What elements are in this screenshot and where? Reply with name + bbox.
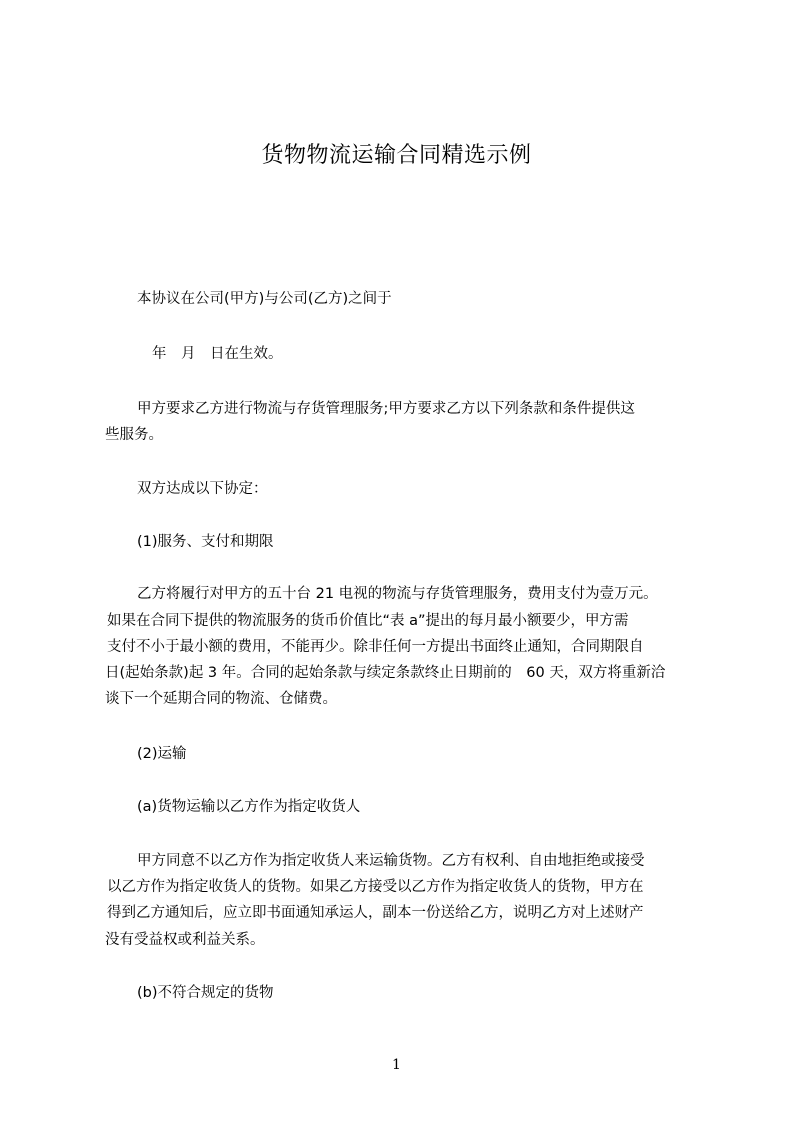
paragraph-line: 些服务。 [105,427,163,443]
paragraph-line: 以乙方作为指定收货人的货物。如果乙方接受以乙方作为指定收货人的货物，甲方在 [107,879,644,895]
subsection-heading: (a)货物运输以乙方作为指定收货人 [137,799,361,815]
paragraph-line: 如果在合同下提供的物流服务的货币价值比“表 a”提出的每月最小额要少，甲方需 [107,613,629,629]
paragraph-line: 日(起始条款)起 3 年。合同的起始条款与续定条款终止日期前的 60 天，双方将重新洽 [105,665,666,681]
paragraph-line: 甲方要求乙方进行物流与存货管理服务;甲方要求乙方以下列条款和条件提供这 [137,401,635,417]
paragraph-line: 年 月 日在生效。 [152,346,283,362]
paragraph-line: 支付不小于最小额的费用，不能再少。除非任何一方提出书面终止通知，合同期限自 [107,639,644,655]
paragraph-line: 甲方同意不以乙方作为指定收货人来运输货物。乙方有权利、自由地拒绝或接受 [137,853,645,869]
section-heading: (1)服务、支付和期限 [137,534,274,550]
paragraph-line: 谈下一个延期合同的物流、仓储费。 [105,691,337,707]
paragraph-line: 没有受益权或利益关系。 [105,932,265,948]
page-number: 1 [392,1057,401,1073]
paragraph-line: 双方达成以下协定： [137,481,268,497]
section-heading: (2)运输 [137,746,187,762]
paragraph-line: 得到乙方通知后，应立即书面通知承运人，副本一份送给乙方，说明乙方对上述财产 [107,905,644,921]
paragraph-line: 本协议在公司(甲方)与公司(乙方)之间于 [137,291,392,307]
subsection-heading: (b)不符合规定的货物 [137,985,274,1001]
document-title: 货物物流运输合同精选示例 [261,143,532,168]
paragraph-line: 乙方将履行对甲方的五十台 21 电视的物流与存货管理服务，费用支付为壹万元。 [137,586,658,602]
